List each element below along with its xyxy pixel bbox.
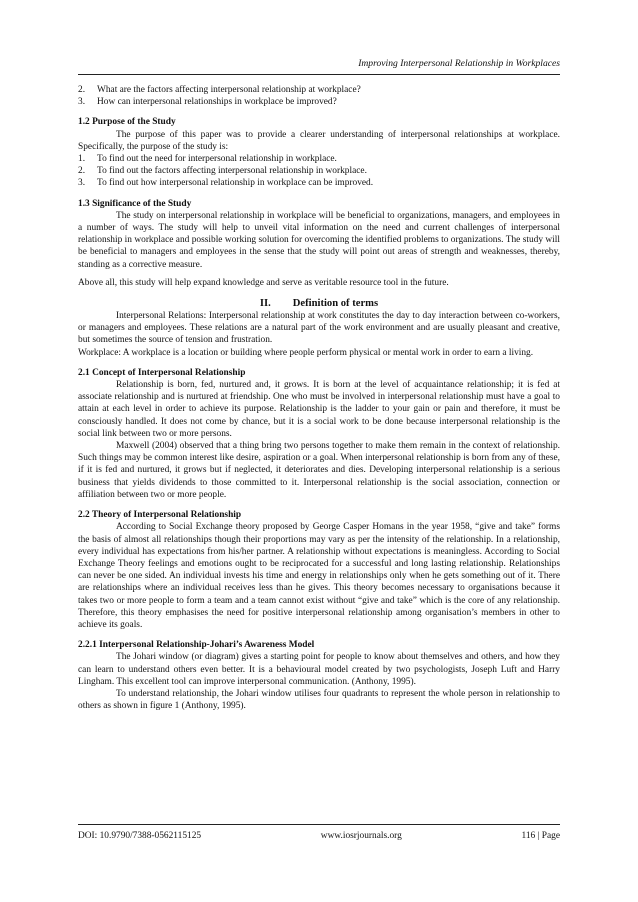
list-item bbox=[78, 165, 560, 177]
purpose-intro: The purpose of this paper was to provide a clearer understanding of interpersonal relationships at workplace. Specifically, the purpose of the study is: bbox=[78, 129, 560, 152]
list-item bbox=[78, 84, 560, 96]
list-number: 3. bbox=[78, 97, 86, 108]
list-text: To find out the factors affecting interpersonal relationship in workplace. bbox=[97, 166, 367, 177]
concept-heading: 2.1 Concept of Interpersonal Relationship bbox=[78, 367, 246, 378]
definition-workplace: Workplace: A workplace is a location or building where people perform physical or mental work in order to earn a living. bbox=[78, 347, 534, 358]
list-text: To find out how interpersonal relationship in workplace can be improved. bbox=[97, 178, 374, 189]
list-number: 2. bbox=[78, 166, 86, 177]
list-number: 2. bbox=[78, 85, 86, 95]
theory-paragraph: According to Social Exchange theory proposed by George Casper Homans in the year 1958, “give and take” forms the basis of almost all relationships though their proportions may vary as per the intensity of the relationship. In a relationship, every individual has expectations from his/her partner. A relationship without expectations is meaningless. According to Social Exchange Theory feelings and emotions ought to be reciprocated for a successful and long lasting relationship. Relationships can never be one sided. An individual invests his time and energy in relationships only when he gets something out of it. There are relationships where an individual receives less than he gives. This theory becomes necessary to organisations because it takes two or more people to form a team and a team cannot exist without “give and take” which is the core of any relationship. Therefore, this theory emphasises the need for positive interpersonal relationship among organisation’s members in other to achieve its goals. bbox=[78, 522, 560, 630]
johari-paragraph-1: The Johari window (or diagram) gives a starting point for people to know about themselves and others, and how they can learn to understand others even better. It is a behavioural model created by two psychologists, Joseph Luft and Harry Lingham. This excellent tool can improve interpersonal communication. (Anthony, 1995). bbox=[78, 652, 560, 687]
page-footer bbox=[78, 824, 560, 842]
purpose-heading: 1.2 Purpose of the Study bbox=[78, 117, 176, 128]
section-number: II. bbox=[259, 298, 271, 310]
purpose-list bbox=[78, 153, 560, 190]
list-item bbox=[78, 96, 560, 108]
significance-heading: 1.3 Significance of the Study bbox=[78, 198, 192, 209]
johari-paragraph-2: To understand relationship, the Johari window utilises four quadrants to represent the whole person in relationship to others as shown in figure 1 (Anthony, 1995). bbox=[78, 688, 560, 712]
list-item bbox=[78, 177, 560, 189]
significance-closing: Above all, this study will help expand knowledge and serve as veritable resource tool in the future. bbox=[78, 277, 449, 288]
list-text: To find out the need for interpersonal relationship in workplace. bbox=[97, 154, 337, 165]
section-title: Definition of terms bbox=[292, 298, 379, 310]
list-number: 3. bbox=[78, 178, 86, 189]
johari-heading: 2.2.1 Interpersonal Relationship-Johari’s Awareness Model bbox=[78, 640, 315, 651]
list-text: What are the factors affecting interpersonal relationship at workplace? bbox=[97, 85, 361, 95]
concept-paragraph-1: Relationship is born, fed, nurtured and, it grows. It is born at the level of acquaintance relationship; it is fed at associate relationship and is nurtured at friendship. One who must be involved in interpersonal relationship must have a goal to attain at each level in order to achieve its purpose. Relationship is the ladder to your gain or pain and therefore, it must be consciously handled. It does not come by chance, but it is a social work to be done because interpersonal relationship is the social link between two or more persons. bbox=[78, 380, 560, 439]
running-header bbox=[78, 58, 560, 75]
running-title: Improving Interpersonal Relationship in Workplaces bbox=[358, 58, 560, 69]
page-content bbox=[78, 84, 560, 712]
list-item bbox=[78, 153, 560, 165]
concept-paragraph-2: Maxwell (2004) observed that a thing bring two persons together to make them remain in the context of relationship. Such things may be common interest like desire, aspiration or a goal. When interpersonal relationship is born from any of these, if it is fed and nurtured, it grows but if neglected, it deteriorates and dies. Developing interpersonal relationship is a serious business that yields dividends to those committed to it. Interpersonal relationship is the social association, connection or affiliation between two or more people. bbox=[78, 441, 560, 500]
definition-interpersonal: Interpersonal Relations: Interpersonal relationship at work constitutes the day to day interaction between co-workers, or managers and employees. These relations are a natural part of the work environment and are usually pleasant and creative, but sometimes the source of tension and frustration. bbox=[78, 311, 560, 346]
section-heading bbox=[78, 297, 560, 310]
significance-paragraph: The study on interpersonal relationship in workplace will be beneficial to organizations, managers, and employees in a number of ways. The study will help to unveil vital information on the need and current challenges of interpersonal relationship in workplace and possible working solution for overcoming the identified problems to organizations. The study will be beneficial to managers and employees in the sense that the study will point out areas of strength and weaknesses, thereby, standing as a corrective measure. bbox=[78, 210, 560, 270]
footer-doi: DOI: 10.9790/7388-0562115125 bbox=[78, 831, 202, 841]
research-questions-list bbox=[78, 84, 560, 108]
footer-site: www.iosrjournals.org bbox=[320, 831, 402, 841]
list-number: 1. bbox=[78, 154, 86, 165]
list-text: How can interpersonal relationships in workplace be improved? bbox=[97, 97, 337, 108]
footer-page-number: 116 | Page bbox=[521, 831, 560, 841]
theory-heading: 2.2 Theory of Interpersonal Relationship bbox=[78, 510, 242, 521]
